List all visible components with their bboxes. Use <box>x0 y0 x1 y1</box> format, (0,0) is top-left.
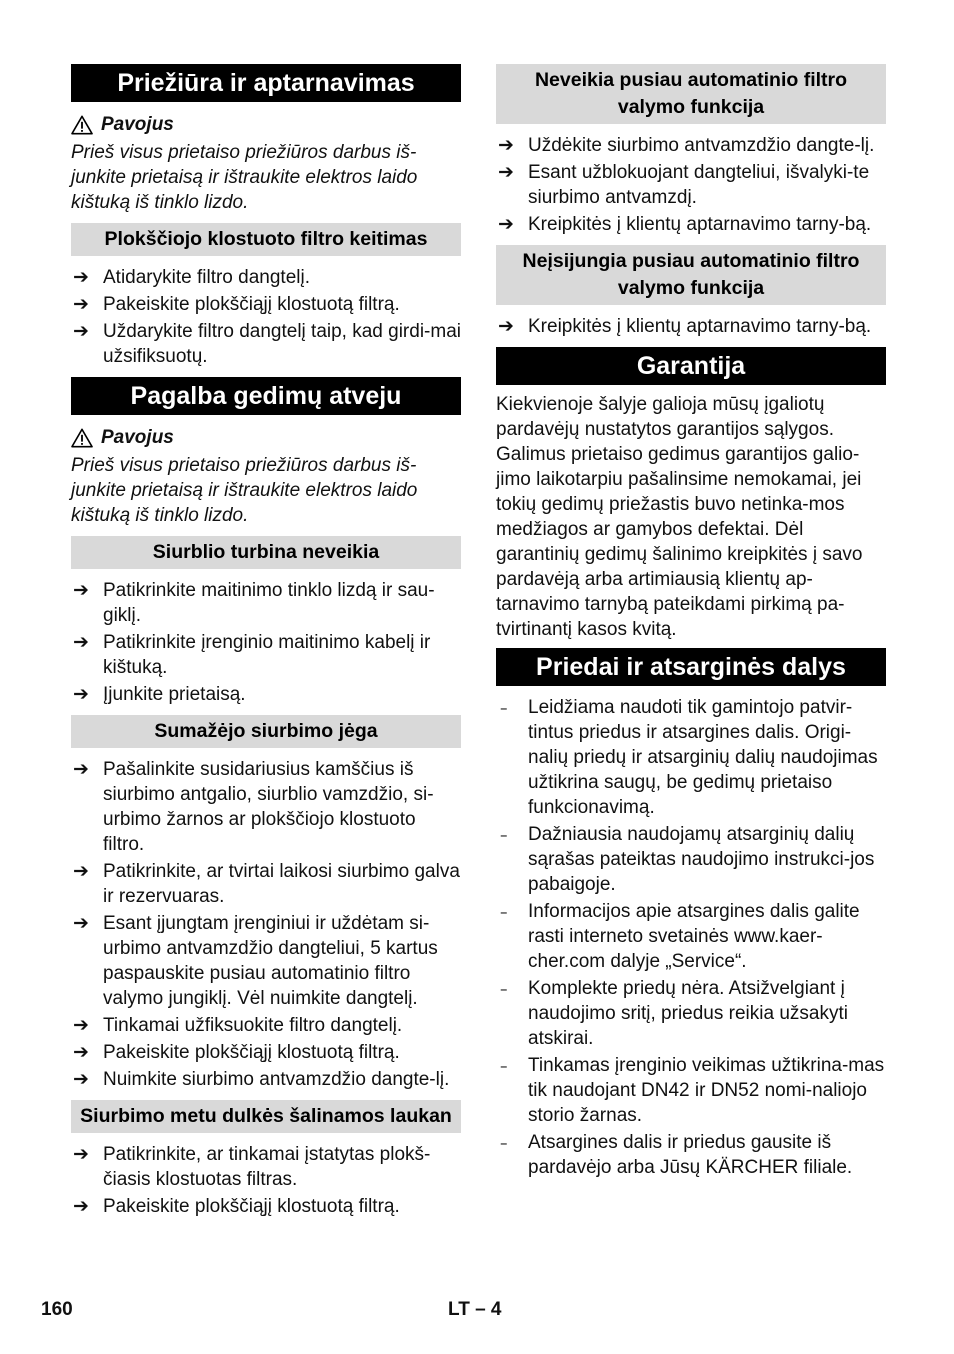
page-number: 160 <box>41 1299 73 1320</box>
arrow-icon: ➔ <box>73 579 89 601</box>
list-item: ➔ Įjunkite prietaisą. <box>73 683 246 705</box>
list-item: – Komplekte priedų nėra. Atsižvelgiant į naudojimo sritį, priedus reikia užsakyti atskirai. <box>500 978 848 1049</box>
arrow-icon: ➔ <box>73 293 89 315</box>
list-item: ➔ Kreipkitės į klientų aptarnavimo tarny-bą. <box>498 315 872 337</box>
arrow-icon: ➔ <box>498 134 514 156</box>
semi-auto-fail-list <box>496 133 886 237</box>
arrow-icon: ➔ <box>73 758 89 780</box>
turbine-heading: Siurblio turbina neveikia <box>71 536 461 569</box>
left-column <box>71 64 461 1221</box>
warning-triangle-icon <box>71 428 93 448</box>
warranty-heading: Garantija <box>496 347 886 385</box>
dust-list <box>71 1142 461 1219</box>
list-item: ➔ Pašalinkite susidariusius kamščius iš siurbimo antgalio, siurblio vamzdžio, si-urbimo žarnos ar plokščiojo klostuoto filtro. <box>73 758 434 855</box>
accessories-heading: Priedai ir atsarginės dalys <box>496 648 886 686</box>
danger-label: Pavojus <box>101 114 174 135</box>
suction-list <box>71 757 461 1092</box>
semi-auto-fail-heading: Neveikia pusiau automatinio filtro valymo funkcija <box>496 64 886 124</box>
arrow-icon: ➔ <box>73 1041 89 1063</box>
warning-triangle-icon <box>71 115 93 135</box>
filter-change-list <box>71 265 461 369</box>
turbine-list <box>71 578 461 707</box>
list-item: ➔ Patikrinkite, ar tvirtai laikosi siurbimo galva ir rezervuaras. <box>73 860 460 907</box>
list-item: ➔ Pakeiskite plokščiąjį klostuotą filtrą. <box>73 293 400 315</box>
list-item: – Tinkamas įrenginio veikimas užtikrina-mas tik naudojant DN42 ir DN52 nomi-naliojo storio žarnas. <box>500 1055 885 1126</box>
arrow-icon: ➔ <box>73 320 89 342</box>
accessories-list <box>496 695 886 1180</box>
dash-icon: – <box>500 1057 508 1075</box>
list-item: ➔ Esant užblokuojant dangteliui, išvalyki-te siurbimo antvamzdį. <box>498 161 870 208</box>
arrow-icon: ➔ <box>498 161 514 183</box>
list-item: – Dažniausia naudojamų atsarginių dalių sąrašas pateiktas naudojimo instrukci-jos pabaigoje. <box>500 824 875 895</box>
arrow-icon: ➔ <box>498 315 514 337</box>
list-item: ➔ Pakeiskite plokščiąjį klostuotą filtrą. <box>73 1195 400 1217</box>
arrow-icon: ➔ <box>73 1068 89 1090</box>
list-item: – Leidžiama naudoti tik gamintojo patvir-tintus priedus ir atsargines dalis. Origi-nalių priedų ir atsarginių dalių naudojimas užtikrina saugų, be gedimų prietaiso funkcionavimą. <box>500 697 878 818</box>
semi-auto-off-heading: Neįsijungia pusiau automatinio filtro valymo funkcija <box>496 245 886 305</box>
arrow-icon: ➔ <box>73 1014 89 1036</box>
language-page-label: LT – 4 <box>448 1299 502 1320</box>
arrow-icon: ➔ <box>73 631 89 653</box>
dash-icon: – <box>500 1134 508 1152</box>
list-item: – Informacijos apie atsargines dalis galite rasti interneto svetainės www.kaer-cher.com dalyje „Service“. <box>500 901 860 972</box>
danger-text: Prieš visus prietaiso priežiūros darbus iš-junkite prietaisą ir ištraukite elektros laido kištuką iš tinklo lizdo. <box>71 455 418 526</box>
list-item: ➔ Tinkamai užfiksuokite filtro dangtelį. <box>73 1014 403 1036</box>
list-item: ➔ Uždėkite siurbimo antvamzdžio dangte-lį. <box>498 134 875 156</box>
dash-icon: – <box>500 980 508 998</box>
list-item: ➔ Patikrinkite maitinimo tinklo lizdą ir sau-giklį. <box>73 579 435 626</box>
troubleshooting-heading: Pagalba gedimų atveju <box>71 377 461 415</box>
semi-auto-off-list <box>496 314 886 339</box>
danger-notice <box>71 112 461 137</box>
danger-label: Pavojus <box>101 427 174 448</box>
arrow-icon: ➔ <box>498 213 514 235</box>
arrow-icon: ➔ <box>73 683 89 705</box>
maintenance-heading: Priežiūra ir aptarnavimas <box>71 64 461 102</box>
list-item: ➔ Uždarykite filtro dangtelį taip, kad girdi-mai užsifiksuotų. <box>73 320 461 367</box>
list-item: ➔ Pakeiskite plokščiąjį klostuotą filtrą. <box>73 1041 400 1063</box>
dash-icon: – <box>500 903 508 921</box>
arrow-icon: ➔ <box>73 912 89 934</box>
list-item: ➔ Atidarykite filtro dangtelį. <box>73 266 310 288</box>
list-item: ➔ Kreipkitės į klientų aptarnavimo tarny-bą. <box>498 213 872 235</box>
dash-icon: – <box>500 699 508 717</box>
arrow-icon: ➔ <box>73 860 89 882</box>
arrow-icon: ➔ <box>73 1143 89 1165</box>
arrow-icon: ➔ <box>73 1195 89 1217</box>
dash-icon: – <box>500 826 508 844</box>
suction-heading: Sumažėjo siurbimo jėga <box>71 715 461 748</box>
danger-text: Prieš visus prietaiso priežiūros darbus iš-junkite prietaisą ir ištraukite elektros laido kištuką iš tinklo lizdo. <box>71 142 418 213</box>
arrow-icon: ➔ <box>73 266 89 288</box>
list-item: ➔ Patikrinkite, ar tinkamai įstatytas plokš-čiasis klostuotas filtras. <box>73 1143 431 1190</box>
list-item: – Atsargines dalis ir priedus gausite iš pardavėjo arba Jūsų KÄRCHER filiale. <box>500 1132 853 1178</box>
filter-change-heading: Plokščiojo klostuoto filtro keitimas <box>71 223 461 256</box>
danger-notice <box>71 425 461 450</box>
warranty-text: Kiekvienoje šalyje galioja mūsų įgaliotų pardavėjų nustatytos garantijos sąlygos. Galimus prietaiso gedimus garantijos galio-jimo laikotarpiu pašalinsime nemokamai, jei tokių gedimų priežastis buvo netinka-mos medžiagos ar gamybos defektai. Dėl garantinių gedimų šalinimo kreipkitės į savo pardavėją arba artimiausią klientų ap-tarnavimo tarnybą pateikdami pirkimą pa-tvirtinantį kasos kvitą. <box>496 394 863 640</box>
list-item: ➔ Nuimkite siurbimo antvamzdžio dangte-lį. <box>73 1068 450 1090</box>
list-item: ➔ Patikrinkite įrenginio maitinimo kabelį ir kištuką. <box>73 631 431 678</box>
dust-heading: Siurbimo metu dulkės šalinamos laukan <box>71 1100 461 1133</box>
list-item: ➔ Esant įjungtam įrenginiui ir uždėtam si-urbimo antvamzdžio dangteliui, 5 kartus paspauskite pusiau automatinio filtro valymo jungiklį. Vėl nuimkite dangtelį. <box>73 912 438 1009</box>
right-column <box>496 64 886 1182</box>
